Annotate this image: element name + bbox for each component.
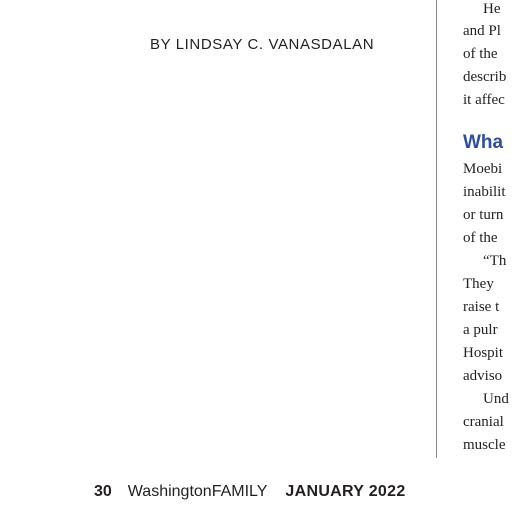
- article-line: it affec: [463, 92, 505, 108]
- article-line: They: [463, 276, 494, 292]
- article-line: of the: [463, 230, 498, 246]
- article-line: or turn: [463, 207, 504, 223]
- article-column: [463, 0, 512, 458]
- issue-date: JANUARY 2022: [285, 483, 406, 500]
- article-line: Und: [483, 391, 509, 407]
- article-line: adviso: [463, 368, 503, 384]
- article-line: “Th: [483, 253, 507, 269]
- article-line: inabilit: [463, 184, 506, 200]
- article-line: Moebi: [463, 161, 503, 177]
- article-line: Hospit: [463, 345, 504, 361]
- article-line: cranial: [463, 414, 504, 430]
- article-line: muscle: [463, 437, 506, 453]
- page-number: 30: [94, 483, 112, 500]
- article-line: He: [483, 1, 501, 17]
- page-footer: [94, 483, 406, 505]
- article-line: and Pl: [463, 23, 501, 39]
- article-line: a pulr: [463, 322, 498, 338]
- article-line: of the: [463, 46, 498, 62]
- article-line: describ: [463, 69, 507, 85]
- author-byline: BY LINDSAY C. VANASDALAN: [150, 36, 375, 53]
- article-line: raise t: [463, 299, 500, 315]
- column-divider: [436, 0, 437, 458]
- magazine-name: WashingtonFAMILY: [127, 483, 268, 500]
- section-subhead: Wha: [463, 132, 504, 153]
